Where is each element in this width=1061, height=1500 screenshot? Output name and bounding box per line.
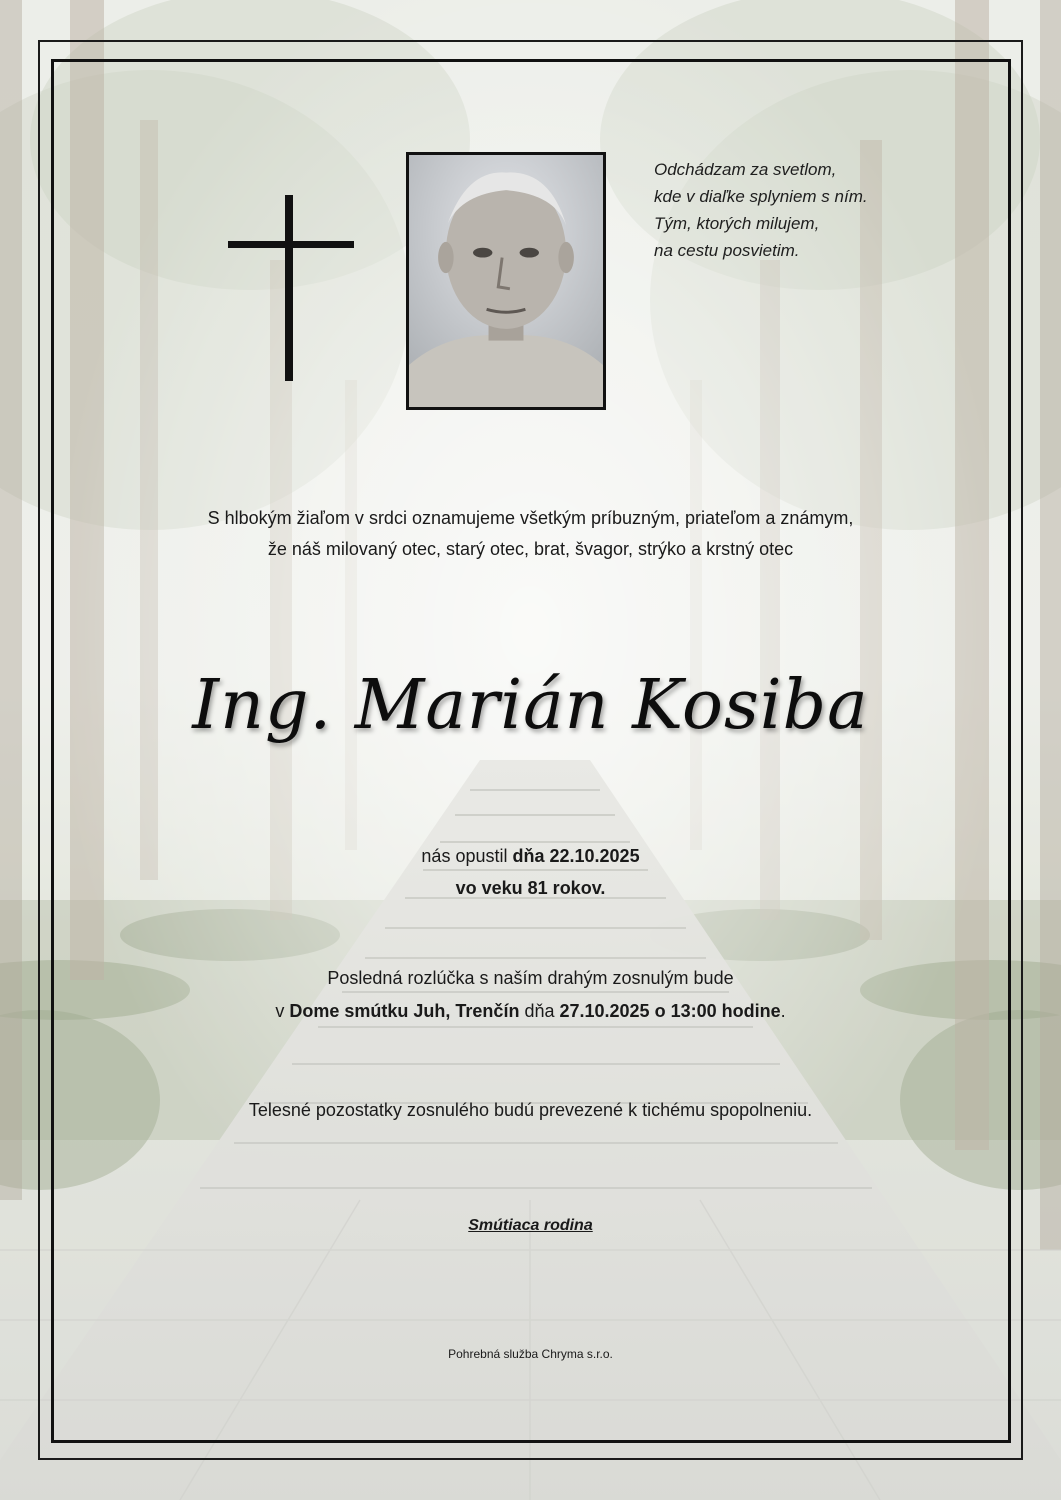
portrait-photo (406, 152, 606, 410)
funeral-end: . (780, 1001, 786, 1021)
deceased-name: Ing. Marián Kosiba (192, 666, 869, 745)
funeral-place: Dome smútku Juh, Trenčín (289, 1001, 520, 1021)
intro-line: že náš milovaný otec, starý otec, brat, švagor, strýko a krstný otec (267, 539, 794, 559)
funeral-place-line (60, 995, 1001, 1028)
funeral-line: Posledná rozlúčka s naším drahým zosnulým bude (327, 968, 734, 988)
poem-line: na cestu posvietim. (654, 241, 800, 260)
death-info (60, 840, 1001, 904)
death-prefix: nás opustil (421, 846, 513, 866)
remains-note: Telesné pozostatky zosnulého budú prevezené k tichému spopolneniu. (248, 1100, 813, 1120)
death-age: vo veku 81 rokov. (455, 878, 606, 898)
poem-line: kde v diaľke splyniem s ním. (654, 187, 868, 206)
poem-line: Odchádzam za svetlom, (654, 160, 837, 179)
funeral-company: Pohrebná služba Chryma s.r.o. (448, 1347, 613, 1361)
cross-icon (228, 195, 354, 381)
death-date-line (60, 840, 1001, 872)
intro-line: S hlbokým žiaľom v srdci oznamujeme všetkým príbuzným, priateľom a známym, (207, 508, 854, 528)
poem-line: Tým, ktorých milujem, (654, 214, 820, 233)
funeral-datetime: 27.10.2025 o 13:00 hodine (559, 1001, 781, 1021)
funeral-mid: dňa (519, 1001, 560, 1021)
poem (654, 156, 954, 264)
announcement-intro (60, 503, 1001, 565)
family-signature: Smútiaca rodina (468, 1217, 593, 1234)
funeral-pre: v (275, 1001, 290, 1021)
death-date: dňa 22.10.2025 (512, 846, 640, 866)
funeral-info (60, 962, 1001, 1028)
